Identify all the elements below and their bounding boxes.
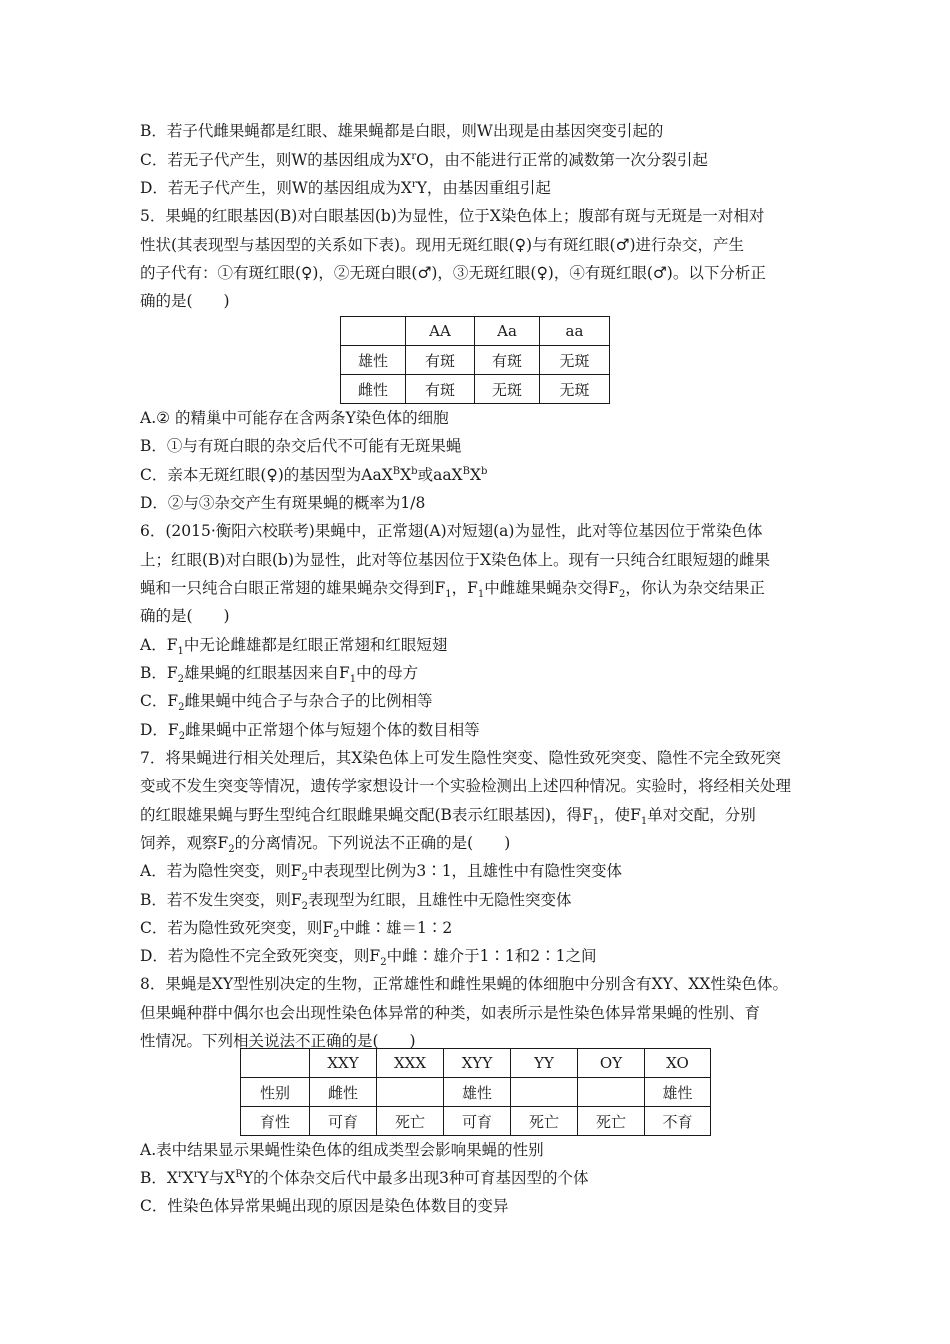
q5-stem-line-2: 性状(其表现型与基因型的关系如下表)。现用无斑红眼(♀)与有斑红眼(♂)进行杂交，产生 (140, 236, 745, 254)
q7-option-d: D．若为隐性不完全致死突变，则$F_2$中雌∶雄介于1∶1和2∶1之间 (140, 947, 597, 969)
table-row (241, 1107, 711, 1136)
q5-stem-line-4: 确的是( ) (140, 292, 230, 310)
table-row (241, 1078, 711, 1107)
table-cell: 雄性 (444, 1078, 511, 1107)
table-cell: 无斑 (540, 375, 610, 404)
q5-genotype-table (340, 316, 610, 404)
table-header-row (341, 317, 610, 346)
q6-stem-line-3: 蝇和一只纯合白眼正常翅的雄果蝇杂交得到$F_1$，$F_1$中雌雄果蝇杂交得$F_2$，你认为杂交结果正 (140, 579, 765, 601)
q5-option-b: B．①与有斑白眼的杂交后代不可能有无斑果蝇 (140, 437, 462, 455)
table-cell: 雌性 (310, 1078, 377, 1107)
table-cell (341, 317, 406, 346)
q7-stem-line-3: 的红眼雄果蝇与野生型纯合红眼雌果蝇交配(B表示红眼基因)，得$F_1$，使$F_1$单对交配，分别 (140, 806, 756, 828)
table-cell: 可育 (444, 1107, 511, 1136)
q7-stem-line-4: 饲养，观察$F_2$的分离情况。下列说法不正确的是( ) (140, 834, 511, 856)
q6-option-c: C．$F_2$雌果蝇中纯合子与杂合子的比例相等 (140, 692, 433, 714)
q4-option-c: C．若无子代产生，则W的基因组成为$X^rO$，由不能进行正常的减数第一次分裂引起 (140, 150, 708, 169)
q5-stem-line-3: 的子代有：①有斑红眼(♀)，②无斑白眼(♂)，③无斑红眼(♀)，④有斑红眼(♂)。以下分析正 (140, 264, 766, 282)
table-cell: 雌性 (341, 375, 406, 404)
table-cell: 有斑 (406, 346, 475, 375)
table-cell (241, 1049, 310, 1078)
table-cell (511, 1078, 578, 1107)
table-cell: 育性 (241, 1107, 310, 1136)
q8-stem-line-1: 8．果蝇是XY型性别决定的生物，正常雄性和雌性果蝇的体细胞中分别含有XY、XX性染色体。 (140, 975, 788, 993)
q8-option-c: C．性染色体异常果蝇出现的原因是染色体数目的变异 (140, 1197, 509, 1215)
q5-option-d: D．②与③杂交产生有斑果蝇的概率为1/8 (140, 494, 426, 512)
q8-option-b: B．$X^rX^rY$与$X^RY$的个体杂交后代中最多出现3种可育基因型的个体 (140, 1168, 589, 1187)
table-cell: 死亡 (511, 1107, 578, 1136)
q5-stem-line-1: 5．果蝇的红眼基因(B)对白眼基因(b)为显性，位于X染色体上；腹部有斑与无斑是一对相对 (140, 207, 765, 225)
q7-stem-line-1: 7．将果蝇进行相关处理后，其X染色体上可发生隐性突变、隐性致死突变、隐性不完全致死突 (140, 749, 781, 767)
q7-stem-line-2: 变或不发生突变等情况，遗传学家想设计一个实验检测出上述四种情况。实验时，将经相关处理 (140, 777, 792, 795)
table-cell (578, 1078, 645, 1107)
q8-stem-line-2: 但果蝇种群中偶尔也会出现性染色体异常的种类，如表所示是性染色体异常果蝇的性别、育 (140, 1004, 761, 1022)
table-cell: YY (511, 1049, 578, 1078)
table-header-row (241, 1049, 711, 1078)
table-cell: XYY (444, 1049, 511, 1078)
q7-option-b: B．若不发生突变，则$F_2$表现型为红眼，且雄性中无隐性突变体 (140, 891, 572, 913)
q4-option-b: B．若子代雌果蝇都是红眼、雄果蝇都是白眼，则W出现是由基因突变引起的 (140, 122, 664, 140)
table-cell: 性别 (241, 1078, 310, 1107)
table-cell: 无斑 (540, 346, 610, 375)
table-cell: OY (578, 1049, 645, 1078)
table-cell: XXY (310, 1049, 377, 1078)
q4-option-d: D．若无子代产生，则W的基因组成为$X^rY$，由基因重组引起 (140, 178, 551, 197)
q8-stem-line-3: 性情况。下列相关说法不正确的是( ) (140, 1032, 416, 1050)
table-cell: 有斑 (406, 375, 475, 404)
table-cell: 可育 (310, 1107, 377, 1136)
table-cell: XO (645, 1049, 711, 1078)
q6-option-b: B．$F_2$雄果蝇的红眼基因来自$F_1$中的母方 (140, 664, 419, 686)
table-cell: 不育 (645, 1107, 711, 1136)
q5-option-a: A.② 的精巢中可能存在含两条Y染色体的细胞 (140, 409, 449, 427)
q7-option-c: C．若为隐性致死突变，则$F_2$中雌∶雄＝1∶2 (140, 919, 453, 941)
q8-chromosome-table (240, 1048, 711, 1136)
table-row (341, 375, 610, 404)
table-cell: 雄性 (341, 346, 406, 375)
q6-option-a: A．$F_1$中无论雌雄都是红眼正常翅和红眼短翅 (140, 636, 448, 658)
q6-stem-line-4: 确的是( ) (140, 607, 230, 625)
q7-option-a: A．若为隐性突变，则$F_2$中表现型比例为3∶1，且雄性中有隐性突变体 (140, 862, 623, 884)
table-cell: Aa (475, 317, 540, 346)
table-cell (377, 1078, 444, 1107)
q6-stem-line-2: 上；红眼(B)对白眼(b)为显性，此对等位基因位于X染色体上。现有一只纯合红眼短翅的雌果 (140, 551, 771, 569)
table-cell: 死亡 (377, 1107, 444, 1136)
table-cell: aa (540, 317, 610, 346)
table-cell: 无斑 (475, 375, 540, 404)
table-cell: 雄性 (645, 1078, 711, 1107)
table-cell: AA (406, 317, 475, 346)
q8-option-a: A.表中结果显示果蝇性染色体的组成类型会影响果蝇的性别 (140, 1141, 544, 1159)
table-cell: 有斑 (475, 346, 540, 375)
table-cell: XXX (377, 1049, 444, 1078)
q6-option-d: D．$F_2$雌果蝇中正常翅个体与短翅个体的数目相等 (140, 721, 480, 743)
q5-option-c: C．亲本无斑红眼(♀)的基因型为$AaX^BX^b$或$aaX^BX^b$ (140, 465, 488, 484)
q6-stem-line-1: 6．(2015·衡阳六校联考)果蝇中，正常翅(A)对短翅(a)为显性，此对等位基因位于常染色体 (140, 522, 763, 540)
table-cell: 死亡 (578, 1107, 645, 1136)
table-row (341, 346, 610, 375)
